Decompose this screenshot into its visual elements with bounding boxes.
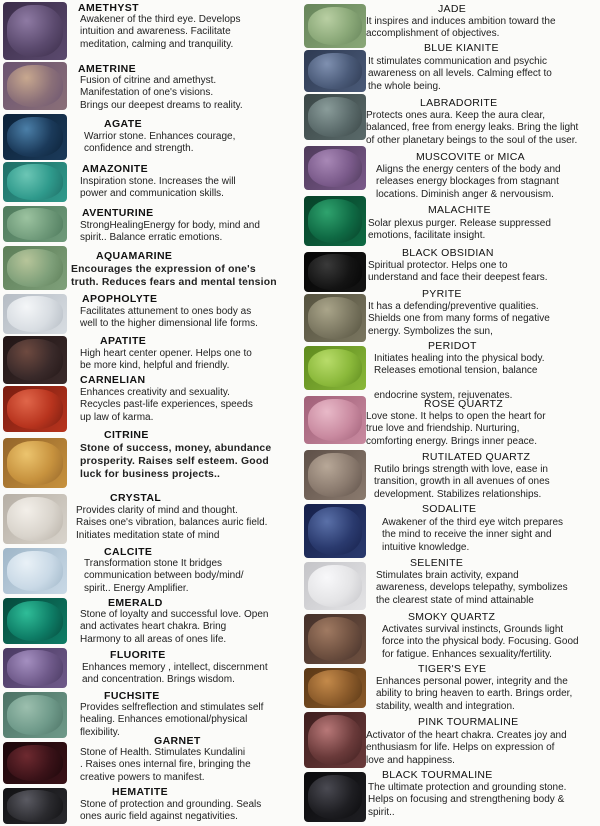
jade-description: It inspires and induces ambition toward the accomplishment of objectives. bbox=[366, 16, 556, 40]
aquamarine-description: Encourages the expression of one's truth. Reduces fears and mental tension bbox=[71, 264, 277, 288]
agate-stone-image bbox=[3, 114, 67, 160]
labradorite-stone-image bbox=[304, 94, 366, 140]
amethyst-name: AMETHYST bbox=[78, 2, 139, 14]
fluorite-stone-image bbox=[3, 648, 67, 688]
amethyst-description: Awakener of the third eye. Develops intuition and awareness. Facilitate meditation, calming and tranquility. bbox=[80, 14, 241, 50]
aquamarine-stone-image bbox=[3, 246, 67, 290]
rutilated-quartz-description: Rutilo brings strength with love, ease in transition, growth in all avenues of ones development. Stabilizes relationships. bbox=[374, 464, 550, 500]
tigers-eye-name: TIGER'S EYE bbox=[418, 663, 487, 675]
citrine-description: Stone of success, money, abundance prosperity. Raises self esteem. Good luck for business projects.. bbox=[80, 443, 272, 480]
malachite-description: Solar plexus purger. Release suppressed emotions, facilitate insight. bbox=[368, 218, 551, 242]
emerald-description: Stone of loyalty and successful love. Open and activates heart chakra. Bring Harmony to all areas of ones life. bbox=[80, 609, 269, 645]
carnelian-stone-image bbox=[3, 386, 67, 432]
black-tourmaline-stone-image bbox=[304, 772, 366, 822]
rose-quartz-description: Love stone. It helps to open the heart for true love and friendship. Nurturing, comforting energy. Brings inner peace. bbox=[366, 411, 546, 447]
ametrine-stone-image bbox=[3, 62, 67, 110]
blue-kianite-stone-image bbox=[304, 50, 366, 92]
fuchsite-description: Provides selfreflection and stimulates self healing. Enhances emotional/physical flexibility. bbox=[80, 702, 264, 738]
carnelian-description: Enhances creativity and sexuality. Recycles past-life experiences, speeds up law of karma. bbox=[80, 387, 253, 423]
calcite-description: Transformation stone It bridges communication between body/mind/ spirit.. Energy Amplifier. bbox=[84, 558, 244, 594]
tigers-eye-stone-image bbox=[304, 668, 366, 708]
black-obsidian-stone-image bbox=[304, 252, 366, 292]
fuchsite-stone-image bbox=[3, 692, 67, 738]
blue-kianite-name: BLUE KIANITE bbox=[424, 42, 499, 54]
aquamarine-name: AQUAMARINE bbox=[96, 250, 173, 262]
peridot-stone-image bbox=[304, 346, 366, 390]
crystal-description: Provides clarity of mind and thought. Raises one's vibration, balances auric field. Initiates meditation state of mind bbox=[76, 505, 268, 541]
rose-quartz-stone-image bbox=[304, 396, 366, 444]
calcite-name: CALCITE bbox=[104, 546, 153, 558]
fluorite-name: FLUORITE bbox=[110, 649, 166, 661]
garnet-description: Stone of Health. Stimulates Kundalini . Raises ones internal fire, bringing the creative powers to manifest. bbox=[80, 747, 251, 783]
pyrite-description: It has a defending/preventive qualities. Shields one from many forms of negative energy. Symbolizes the sun, bbox=[368, 301, 550, 337]
apatite-description: High heart center opener. Helps one to be more kind, helpful and friendly. bbox=[80, 348, 252, 372]
rutilated-quartz-name: RUTILATED QUARTZ bbox=[422, 451, 531, 463]
amazonite-stone-image bbox=[3, 162, 67, 202]
agate-description: Warrior stone. Enhances courage, confidence and strength. bbox=[84, 131, 236, 155]
selenite-name: SELENITE bbox=[410, 557, 464, 569]
ametrine-description: Fusion of citrine and amethyst. Manifestation of one's visions. Brings our deepest dreams to reality. bbox=[80, 75, 243, 111]
pyrite-name: PYRITE bbox=[422, 288, 462, 300]
agate-name: AGATE bbox=[104, 118, 142, 130]
sodalite-stone-image bbox=[304, 504, 366, 558]
calcite-stone-image bbox=[3, 548, 67, 594]
smoky-quartz-description: Activates survival instincts, Grounds light force into the physical body. Focusing. Good for fatigue. Enhances sexuality/fertility. bbox=[382, 624, 579, 660]
apopholyte-description: Facilitates attunement to ones body as well to the higher dimensional life forms. bbox=[80, 306, 258, 330]
garnet-name: GARNET bbox=[154, 735, 201, 747]
hematite-stone-image bbox=[3, 788, 67, 824]
pink-tourmaline-name: PINK TOURMALINE bbox=[418, 716, 519, 728]
fluorite-description: Enhances memory , intellect, discernment and concentration. Brings wisdom. bbox=[82, 662, 268, 686]
aventurine-name: AVENTURINE bbox=[82, 207, 154, 219]
carnelian-name: CARNELIAN bbox=[80, 374, 146, 386]
smoky-quartz-name: SMOKY QUARTZ bbox=[408, 611, 496, 623]
sodalite-name: SODALITE bbox=[422, 503, 477, 515]
pink-tourmaline-description: Activator of the heart chakra. Creates joy and enthusiasm for life. Helps on expression of love and happiness. bbox=[366, 730, 567, 766]
apopholyte-stone-image bbox=[3, 294, 67, 334]
peridot-name: PERIDOT bbox=[428, 340, 477, 352]
citrine-stone-image bbox=[3, 438, 67, 488]
labradorite-name: LABRADORITE bbox=[420, 97, 498, 109]
black-tourmaline-name: BLACK TOURMALINE bbox=[382, 769, 493, 781]
apopholyte-name: APOPHOLYTE bbox=[82, 293, 158, 305]
pink-tourmaline-stone-image bbox=[304, 712, 366, 768]
rutilated-quartz-stone-image bbox=[304, 450, 366, 500]
tigers-eye-description: Enhances personal power, integrity and the ability to bring heaven to earth. Brings order, stability, wealth and integration. bbox=[376, 676, 573, 712]
malachite-stone-image bbox=[304, 196, 366, 246]
black-obsidian-description: Spiritual protector. Helps one to understand and face their deepest fears. bbox=[368, 260, 548, 284]
black-tourmaline-description: The ultimate protection and grounding stone. Helps on focusing and strengthening body & spirit.. bbox=[368, 782, 567, 818]
pyrite-stone-image bbox=[304, 294, 366, 342]
muscovite-stone-image bbox=[304, 146, 366, 190]
apatite-name: APATITE bbox=[100, 335, 147, 347]
jade-name: JADE bbox=[438, 3, 467, 15]
aventurine-description: StrongHealingEnergy for body, mind and spirit.. Balance erratic emotions. bbox=[80, 220, 260, 244]
selenite-description: Stimulates brain activity, expand awareness, develops telepathy, symbolizes the clearest state of mind attainable bbox=[376, 570, 568, 606]
crystal-name: CRYSTAL bbox=[110, 492, 162, 504]
muscovite-name: MUSCOVITE or MICA bbox=[416, 151, 525, 163]
sodalite-description: Awakener of the third eye witch prepares the mind to receive the inner sight and intuitive knowledge. bbox=[382, 517, 564, 553]
amazonite-name: AMAZONITE bbox=[82, 163, 149, 175]
rose-quartz-name: ROSE QUARTZ bbox=[424, 398, 503, 410]
amethyst-stone-image bbox=[3, 2, 67, 60]
garnet-stone-image bbox=[3, 742, 67, 784]
citrine-name: CITRINE bbox=[104, 429, 149, 441]
apatite-stone-image bbox=[3, 336, 67, 384]
hematite-name: HEMATITE bbox=[112, 786, 169, 798]
smoky-quartz-stone-image bbox=[304, 614, 366, 664]
selenite-stone-image bbox=[304, 562, 366, 610]
ametrine-name: AMETRINE bbox=[78, 63, 137, 75]
labradorite-description: Protects ones aura. Keep the aura clear, balanced, free from energy leaks. Bring the light of other planetary beings to the soul of the user. bbox=[366, 110, 579, 146]
emerald-name: EMERALD bbox=[108, 597, 163, 609]
hematite-description: Stone of protection and grounding. Seals ones auric field against negativities. bbox=[80, 799, 262, 823]
black-obsidian-name: BLACK OBSIDIAN bbox=[402, 247, 494, 259]
blue-kianite-description: It stimulates communication and psychic awareness on all levels. Calming effect to the whole being. bbox=[368, 56, 552, 92]
jade-stone-image bbox=[304, 4, 366, 48]
muscovite-description: Aligns the energy centers of the body and releases energy blockages from stagnant locations. Diminish anger & nervousism. bbox=[376, 164, 561, 200]
peridot-description: Initiates healing into the physical body. Releases emotional tension, balance endocrine system, rejuvenates. bbox=[374, 353, 545, 402]
emerald-stone-image bbox=[3, 598, 67, 644]
aventurine-stone-image bbox=[3, 206, 67, 242]
fuchsite-name: FUCHSITE bbox=[104, 690, 160, 702]
malachite-name: MALACHITE bbox=[428, 204, 491, 216]
crystal-stone-image bbox=[3, 494, 67, 544]
amazonite-description: Inspiration stone. Increases the will power and communication skills. bbox=[80, 176, 236, 200]
